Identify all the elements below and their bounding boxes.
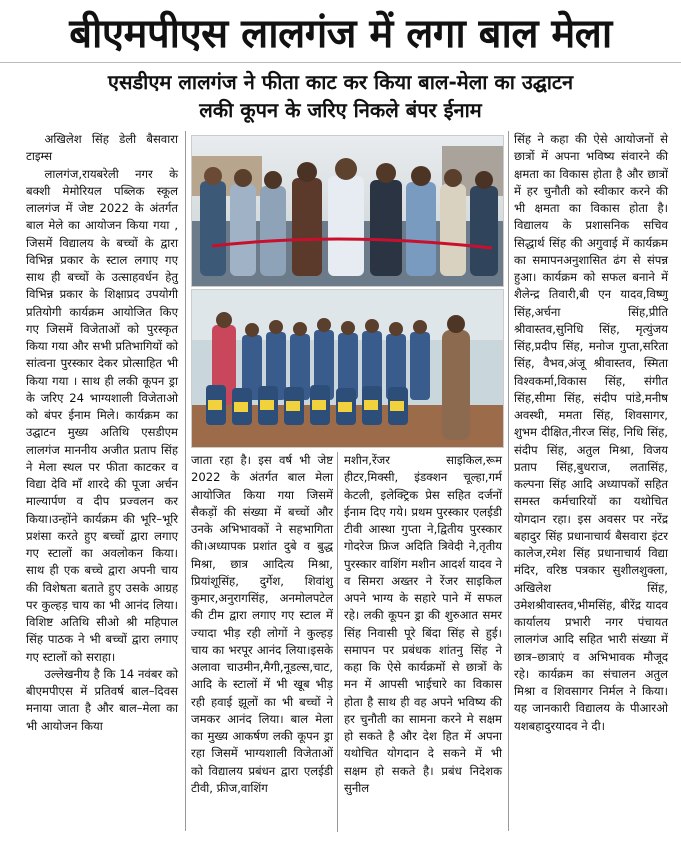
prize-winners-photo-drawing <box>192 290 503 447</box>
column-divider-3 <box>508 131 509 831</box>
inauguration-photo <box>191 135 504 287</box>
subheadline-2: लकी कूपन के जरिए निकले बंपर ईनाम <box>199 98 482 122</box>
column-3-text: मशीन,रेंजर साइकिल,रूम हीटर,मिक्सी, इंडक्शन चूल्हा,गर्म केटली, इलेक्ट्रिक प्रेस सहित दर्जनों ईनाम दिए गये। प्रथम पुरस्कार एलईडी टीवी आस्था गुप्ता ने,द्वितीय पुरस्कार गोदरेज फ्रिज अदिति त्रिवेदी ने,तृतीय पुरस्कार वाशिंग मशीन आदर्श यादव ने व सिमरा अख्तर ने रेंजर साइकिल अपने भाग्य के सहारे पाने में सफल रहे। लकी कूपन ड्रा की शुरुआत समर सिंह निवासी पूरे बिंदा सिंह से हुई। समापन पर प्रबंधक शांतनु सिंह ने कहा कि ऐसे कार्यक्रमों से छात्रों के मन में आपसी भाईचारे का विकास होता है साथ ही वह अपने भविष्य की हर चुनौती का सामना करने मे सक्षम हो सकते है और देश हित में अपना यथोचित योगदान दे सकने में भी सक्षम हो सकते है। प्रबंध निदेशक सुनील <box>344 453 502 795</box>
column-4-text: सिंह ने कहा की ऐसे आयोजनों से छात्रों में अपना भविष्य संवारने की क्षमता का विकास होता है और छात्रों में हर चुनौती को स्वीकार करने की भी क्षमता का विकास होता है। विद्यालय के प्रशासनिक सचिव सिद्धार्थ सिंह की अगुवाई में कार्यक्रम का समापनअनुशासित ढंग से संपन्न हुआ। कार्यक्रम को सफल बनाने में शैलेन्द्र तिवारी,बी एन यादव,विष्णु सिंह,अर्चना सिंह,प्रीति श्रीवास्तव,सुनिधि सिंह, मृत्युंजय सिंह,प्रदीप सिंह, मनोज गुप्ता,सरिता सिंह, वैभव,अंजू श्रीवास्तव, स्मिता विश्वकर्मा,विकास सिंह, संगीत सिंह,सीमा सिंह, संदीप पांडे,मनीष अवस्थी, ममता सिंह, शिवसागर, शुभम दीक्षित,नीरज सिंह, निधि सिंह, संदीप सिंह, अतुल मिश्रा, विजय प्रताप सिंह,बुधराज, लतासिंह, कल्पना सिंह आदि अध्यापकों सहित समस्त कर्मचारियों का यथोचित योगदान रहा। इस अवसर पर नरेंद्र बहादुर सिंह प्रधानाचार्य बैसवारा इंटर कालेज,रमेश सिंह प्रधानाचार्य विद्या मंदिर, वरिष्ठ पत्रकार सुशीलशुक्ला, अखिलेश सिंह, उमेशश्रीवास्तव,भीमसिंह, बीरेंद्र यादव कार्यालय प्रभारी नगर पंचायत लालगंज आदि सहित भारी संख्या में छात्र–छात्राएं व अभिभावक मौजूद रहे। कार्यक्रम का संचालन अतुल मिश्रा व शिवसागर निर्मल ने किया। यह जानकारी विद्यालय के पीआरओ यशबहादुरयादव ने दी। <box>514 132 668 733</box>
column-2 <box>191 452 333 834</box>
column-1-paragraph-2: उल्लेखनीय है कि 14 नवंबर को बीएमपीएस में प्रतिवर्ष बाल–दिवस मनाया जाता है और बाल–मेला का भी आयोजन किया <box>26 666 178 733</box>
column-1-paragraph-1: लालगंज,रायबरेली नगर के बक्शी मेमोरियल पब्लिक स्कूल लालगंज में जेष्ट 2022 के अंतर्गत बाल मेले का आयोजन किया गया , जिसमें विद्यालय के बच्चों के द्वारा विभिन्न प्रकार के स्टाल लगाए गए साथ ही बच्चों के उत्साहवर्धन हेतु विभिन्न प्रकार के शिक्षाप्रद उपयोगी प्रतियोगी कार्यक्रम आयोजित किए गए जिसमें विजेताओं को पुरस्कृत किया गया और सभी प्रतिभागियों को सांत्वना पुरस्कार देकर प्रोत्साहित भी किया गया । साथ ही लकी कूपन ड्रा के जरिए 24 भाग्यशाली विजेताओ को बंपर ईनाम मिले। कार्यक्रम का उद्घाटन मुख्य अतिथि एसडीएम लालगंज माननीय अजीत प्रताप सिंह ने मेला स्थल पर फीता काटकर व विद्या देवि माँ शारदे की पूजा अर्चन माल्यार्पण व दीप प्रज्वलन कर किया।उन्होंने कार्यक्रम की भूरि–भूरि प्रशंसा करते हुए बच्चों द्वारा लगाए गए स्टालों का अवलोकन किया। साथ ही एक बच्चे द्वारा अपनी चाय की विशेषता बताते हुए उसके आग्रह पर कुल्हड़ चाय का भी आनंद लिया। विशिष्ट अतिथि सीओ श्री महिपाल सिंह पाठक ने भी बच्चों द्वारा लगाए गए स्टालों को सराहा। <box>26 166 178 664</box>
column-4 <box>514 131 668 835</box>
byline: अखिलेश सिंह डेली बैसवारा टाइम्स <box>26 132 178 164</box>
prize-winners-photo <box>191 289 504 448</box>
subheadline-1: एसडीएम लालगंज ने फीता काट कर किया बाल-मेला का उद्घाटन <box>107 70 574 94</box>
column-divider-1 <box>185 131 186 831</box>
bottom-strip <box>0 838 681 851</box>
inauguration-photo-drawing <box>192 136 503 286</box>
column-3 <box>344 452 502 834</box>
column-2-text: जाता रहा है। इस वर्ष भी जेष्ट 2022 के अंतर्गत बाल मेला आयोजित किया गया जिसमें सैकड़ों की संख्या में बच्चों और उनके अभिभावकों ने सहभागिता की।अध्यापक प्रशांत दुबे व बुद्ध मिश्रा, छात्र आदित्य मिश्रा, प्रियांशूसिंह, दुर्गेश, शिवांशु कुमार,अनुरागसिंह, अनमोलपटेल की टीम द्वारा लगाए गए स्टाल में ज्यादा भीड़ रही लोगों ने कुल्हड़ चाय का भरपूर आनंद लिया।इसके अलावा चाउमीन,मैगी,नूडल्स,चाट, आदि के स्टालों में भी खूब भीड़ रही हवाई झूलों का भी बच्चों ने जमकर आनंद लिया। बाल मेला का मुख्य आकर्षण लकी कूपन ड्रा रहा जिसमें भाग्यशाली विजेताओं को विद्यालय प्रबंधन द्वारा एलईडी टीवी, फ्रीज,वाशिंग <box>191 453 333 795</box>
headline: बीएमपीएस लालगंज में लगा बाल मेला <box>0 0 681 63</box>
column-divider-2 <box>337 452 338 832</box>
column-1 <box>26 131 178 835</box>
